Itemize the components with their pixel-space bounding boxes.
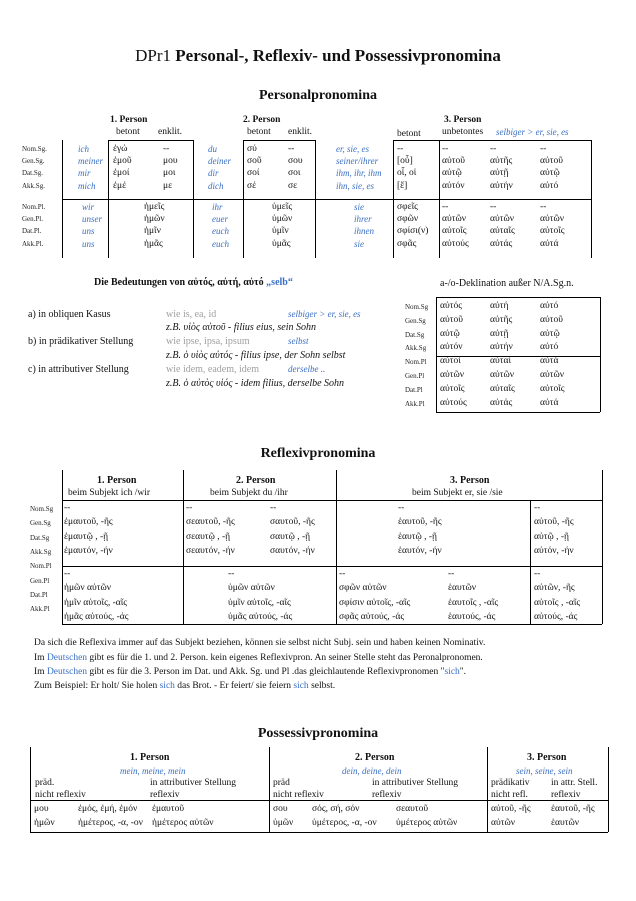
poss-p3-de: sein, seine, sein — [516, 766, 573, 776]
greek-cell: σφῶν αὐτῶν — [339, 583, 387, 594]
autos-a-example: z.B. υἱὸς αὐτοῦ - filius eius, sein Sohn — [166, 322, 316, 333]
greek-cell: αὐτήν — [490, 180, 513, 191]
poss-p2-header: 2. Person — [355, 752, 395, 763]
poss-p1-nicht: nicht reflexiv — [35, 790, 86, 800]
german-cell: ihm, ihr, ihm — [336, 168, 382, 179]
greek-cell: -- — [398, 503, 405, 513]
row-label: Akk.Sg — [30, 547, 52, 556]
greek-cell: ἡμεῖς — [144, 202, 165, 212]
personal-p2-header: 2. Person — [243, 115, 281, 125]
greek-cell: αὐταῖς — [490, 383, 515, 394]
greek-cell: αὐτόν — [442, 180, 465, 191]
greek-cell: αὑτούς, -άς — [534, 611, 578, 622]
row-label: Gen.Pl. — [22, 215, 43, 224]
row-label: Dat.Sg. — [22, 169, 43, 178]
greek-cell: ἑαυτοῖς , -αῖς — [448, 597, 499, 608]
german-cell: sie — [354, 238, 364, 249]
greek-cell: αὐταῖς — [490, 226, 515, 237]
greek-cell: οἷ, οἱ — [397, 168, 417, 179]
refl-p1-sub: beim Subjekt ich /wir — [68, 488, 151, 498]
greek-cell: -- — [64, 569, 71, 579]
german-cell: ihr — [212, 202, 223, 212]
refl-note-2-a: Im — [34, 653, 47, 663]
greek-cell: σαυτῷ , -ῇ — [270, 531, 311, 542]
greek-cell: ἑαυτόν, -ήν — [398, 545, 442, 556]
greek-cell: ἑαυτοῦ, -ῆς — [551, 804, 595, 814]
greek-cell: αὑτόν, -ήν — [534, 545, 574, 556]
p3-betont-label: betont — [397, 129, 421, 139]
reflexive-heading: Reflexivpronomina — [260, 446, 376, 461]
row-label: Dat.Pl — [405, 385, 423, 394]
greek-cell: σός, σή, σόν — [312, 804, 360, 814]
greek-cell: αὐτοῖς — [540, 383, 565, 394]
refl-note-2-b: Deutschen — [46, 653, 88, 663]
personal-heading: Personalpronomina — [259, 88, 377, 103]
greek-cell: αὐτάς — [490, 238, 513, 249]
rule — [436, 297, 437, 412]
rule — [62, 624, 602, 625]
rule — [269, 747, 270, 832]
row-label: Dat.Pl — [30, 590, 48, 599]
poss-p3-header: 3. Person — [527, 752, 567, 763]
poss-p1-refl: reflexiv — [150, 790, 180, 800]
greek-cell: ὑμέτερος, -α, -ον — [312, 818, 377, 828]
greek-cell: αὐτῶν — [540, 214, 565, 225]
greek-cell: ἐμαυτοῦ — [152, 804, 185, 814]
german-cell: unser — [82, 214, 102, 225]
greek-cell: αὐτῷ — [440, 328, 460, 339]
greek-cell: ἐγώ — [113, 144, 128, 154]
greek-cell: σφᾶς — [397, 238, 417, 249]
p1-enklit-label: enklit. — [158, 127, 183, 137]
greek-cell: -- — [490, 144, 497, 154]
p2-enklit-label: enklit. — [288, 127, 313, 137]
greek-cell: σύ — [247, 144, 257, 154]
greek-cell: ἡμέτερος, -α, -ον — [78, 818, 143, 828]
poss-p1-praed: präd. — [35, 778, 55, 788]
greek-cell: ἐμοί — [113, 168, 130, 179]
refl-note-3-a: Im — [34, 667, 47, 677]
greek-cell: ἡμέτερος αὐτῶν — [152, 818, 214, 828]
greek-cell: σεαυτοῦ, -ῆς — [186, 517, 235, 528]
poss-p3-nicht: nicht refl. — [491, 790, 528, 800]
decl-note: a-/o-Deklination außer N/A.Sg.n. — [440, 278, 574, 289]
greek-cell: -- — [339, 569, 346, 579]
poss-p3-attr: in attr. Stell. — [551, 778, 598, 788]
greek-cell: σφᾶς αὐτούς, -άς — [339, 611, 405, 622]
row-label: Gen.Pl — [405, 372, 425, 380]
greek-cell: ἑαυτῷ , -ῇ — [398, 531, 437, 542]
greek-cell: αὐτοῦ, -ῆς — [491, 804, 531, 814]
greek-cell: ἐμαυτοῦ, -ῆς — [64, 517, 113, 528]
german-cell: euer — [212, 214, 228, 225]
german-cell: seiner/ihrer — [336, 156, 379, 167]
refl-note-3-d: sich — [444, 667, 460, 677]
greek-cell: σοι — [288, 168, 301, 179]
title-prefix: DPr1 — [135, 46, 172, 65]
greek-cell: ἡμᾶς — [144, 238, 163, 249]
row-label: Nom.Sg — [30, 505, 54, 513]
greek-cell: [οὗ] — [397, 156, 413, 167]
rule — [62, 199, 591, 200]
autos-a-meaning: selbiger > er, sie, es — [288, 309, 361, 319]
greek-cell: -- — [270, 503, 277, 513]
row-label: Dat.Sg — [30, 533, 50, 542]
greek-cell: -- — [64, 503, 71, 513]
refl-note-4-c: das Brot. - Er feiert/ sie feiern — [174, 681, 294, 691]
german-cell: ihn, sie, es — [336, 180, 374, 191]
greek-cell: αὑτῶν, -ῆς — [534, 583, 575, 594]
rule — [602, 470, 603, 624]
rule — [608, 747, 609, 832]
poss-p2-de: dein, deine, dein — [342, 766, 402, 776]
greek-cell: αὐταί — [490, 356, 512, 367]
german-cell: ihnen — [354, 226, 374, 237]
rule — [243, 140, 315, 141]
greek-cell: ἡμῖν αὐτοῖς, -αῖς — [64, 597, 128, 608]
greek-cell: αὐτῷ — [540, 168, 560, 179]
greek-cell: -- — [288, 144, 295, 154]
greek-cell: -- — [442, 202, 449, 212]
autos-c-label: c) in attributiver Stellung — [28, 364, 129, 375]
german-cell: euch — [212, 238, 229, 249]
greek-cell: αὐτῶν — [442, 214, 467, 225]
possessive-heading: Possessivpronomina — [257, 726, 379, 741]
greek-cell: σφίσιν αὐτοῖς, -αῖς — [339, 597, 411, 608]
refl-p1-header: 1. Person — [97, 475, 137, 486]
greek-cell: αὐτά — [540, 397, 559, 408]
poss-p1-attr: in attributiver Stellung — [150, 778, 237, 788]
german-cell: sie — [354, 202, 364, 212]
refl-note-4-a: Zum Beispiel: Er holt/ Sie holen — [34, 681, 160, 691]
greek-cell: ἐμέ — [113, 180, 127, 191]
greek-cell: ἑαυτούς, -άς — [448, 611, 496, 622]
german-cell: dir — [208, 168, 219, 179]
greek-cell: ὑμῖν αὐτοῖς, -αῖς — [228, 597, 291, 608]
greek-cell: -- — [534, 569, 541, 579]
greek-cell: αὐτοῖς — [540, 226, 565, 237]
greek-cell: ἐμός, ἐμή, ἐμόν — [78, 804, 138, 814]
refl-p3-sub: beim Subjekt er, sie /sie — [412, 488, 503, 498]
rule — [30, 800, 608, 801]
row-label: Gen.Sg. — [22, 157, 45, 166]
greek-cell: αὐτῶν — [490, 214, 515, 225]
greek-cell: -- — [540, 202, 547, 212]
greek-cell: μοι — [163, 168, 176, 179]
row-label: Gen.Sg — [405, 316, 426, 325]
greek-cell: ὑμᾶς αὐτούς, -άς — [228, 611, 293, 622]
greek-cell: -- — [186, 503, 193, 513]
refl-p2-sub: beim Subjekt du /ihr — [210, 488, 288, 498]
greek-cell: ἑαυτοῦ, -ῆς — [398, 517, 442, 528]
poss-p2-refl: reflexiv — [372, 790, 402, 800]
greek-cell: ἡμῶν — [34, 818, 55, 828]
rule — [530, 500, 531, 624]
greek-cell: αὐτοῦ — [540, 314, 563, 325]
greek-cell: αὐτός — [440, 301, 463, 311]
personal-p1-header: 1. Person — [110, 115, 148, 125]
greek-cell: ὑμεῖς — [272, 202, 293, 212]
greek-cell: αὐτοί — [440, 356, 461, 367]
row-label: Nom.Pl. — [22, 203, 46, 211]
refl-note-3 — [34, 667, 466, 677]
greek-cell: -- — [163, 144, 170, 154]
greek-cell: αὐτῆς — [490, 156, 513, 167]
greek-cell: -- — [442, 144, 449, 154]
poss-p2-praed: präd — [273, 778, 290, 788]
rule — [393, 140, 591, 141]
greek-cell: σεαυτόν, -ήν — [186, 545, 235, 556]
rule — [62, 566, 602, 567]
greek-cell: αὑτῷ , -ῇ — [534, 531, 570, 542]
rule — [62, 500, 602, 501]
row-label: Dat.Sg — [405, 330, 425, 339]
german-cell: dich — [208, 180, 224, 191]
greek-cell: ἡμῶν — [144, 214, 165, 225]
refl-note-3-e: ". — [459, 667, 467, 677]
greek-cell: αὐτό — [540, 180, 559, 191]
greek-cell: αὐτῶν — [440, 370, 465, 380]
poss-p2-attr: in attributiver Stellung — [372, 778, 459, 788]
p1-betont-label: betont — [116, 127, 140, 137]
greek-cell: σεαυτοῦ — [396, 804, 429, 814]
poss-p2-nicht: nicht reflexiv — [273, 790, 324, 800]
greek-cell: ἡμῶν αὐτῶν — [64, 583, 112, 594]
rule — [436, 412, 600, 413]
greek-cell: αὐτούς — [440, 397, 467, 408]
greek-cell: αὐτοῖς — [440, 383, 465, 394]
greek-cell: ἑαυτῶν — [551, 818, 580, 828]
rule — [336, 470, 337, 624]
greek-cell: σαυτοῦ, -ῆς — [270, 517, 315, 528]
german-cell: euch — [212, 226, 229, 237]
greek-cell: σου — [273, 804, 288, 814]
greek-cell: -- — [534, 503, 541, 513]
refl-note-3-b: Deutschen — [46, 667, 88, 677]
greek-cell: αὐτήν — [490, 342, 513, 353]
rule — [487, 747, 488, 832]
p3-unbetont-label: unbetontes — [442, 127, 484, 137]
greek-cell: ἡμῖν — [144, 226, 161, 237]
row-label: Akk.Pl. — [22, 239, 44, 248]
refl-p3-header: 3. Person — [450, 475, 490, 486]
german-cell: deiner — [208, 156, 231, 167]
greek-cell: ἡμᾶς αὐτούς, -άς — [64, 611, 129, 622]
greek-cell: σου — [288, 156, 303, 167]
greek-cell: αὐτῷ — [540, 328, 560, 339]
poss-p1-de: mein, meine, mein — [120, 766, 186, 776]
greek-cell: ἐμοῦ — [113, 156, 132, 167]
row-label: Akk.Pl — [405, 399, 425, 408]
poss-p3-refl: reflexiv — [551, 790, 581, 800]
greek-cell: ἑαυτῶν — [448, 583, 477, 594]
refl-note-4-d: sich — [293, 681, 309, 691]
autos-b-meaning: selbst — [288, 336, 309, 346]
greek-cell: -- — [228, 569, 235, 579]
row-label: Akk.Pl — [30, 605, 50, 614]
greek-cell: σέ — [247, 180, 257, 191]
autos-heading-text: Die Bedeutungen von αὐτός, αὐτή, αὐτό — [94, 277, 264, 288]
greek-cell: αὐτοῦ — [442, 156, 465, 167]
autos-c-example: z.B. ὁ αὐτὸς υἱός - idem filius, derselbe Sohn — [166, 378, 345, 389]
row-label: Nom.Pl — [30, 562, 52, 571]
german-cell: uns — [82, 238, 95, 249]
poss-p1-header: 1. Person — [130, 752, 170, 763]
row-label: Akk.Sg — [405, 344, 427, 353]
greek-cell: -- — [448, 569, 455, 579]
greek-cell: αὐτά — [540, 356, 559, 367]
row-label: Gen.Sg — [30, 519, 51, 528]
greek-cell: αὐτῇ — [490, 328, 509, 339]
row-label: Dat.Pl. — [22, 227, 42, 236]
greek-cell: αὐτούς — [442, 238, 469, 249]
rule — [62, 470, 63, 624]
greek-cell: αὐτά — [540, 238, 559, 249]
greek-cell: αὐτῷ — [442, 168, 462, 179]
german-cell: meiner — [78, 156, 103, 167]
autos-a-label: a) in obliquen Kasus — [28, 309, 111, 320]
refl-note-3-c: gibt es für die 3. Person im Dat. und Akk. Sg. und Pl .das gleichlautende Reflexivpronomen " — [87, 667, 445, 677]
greek-cell: αὐτῆς — [490, 314, 513, 325]
greek-cell: ὑμῶν — [272, 214, 293, 225]
greek-cell: ἐμαυτῷ , -ῇ — [64, 531, 109, 542]
greek-cell: αὑτοῖς , -αῖς — [534, 597, 581, 608]
rule — [591, 140, 592, 258]
refl-note-4 — [34, 681, 335, 691]
greek-cell: ὑμέτερος αὐτῶν — [396, 818, 458, 828]
greek-cell: μου — [163, 156, 178, 167]
refl-note-2-c: gibt es für die 1. und 2. Person. kein eigenes Reflexivpron. An seiner Stelle steht das Peronalpronomen. — [87, 653, 483, 663]
row-label: Nom.Sg — [405, 303, 429, 311]
autos-heading-quote: „selb“ — [266, 277, 293, 288]
greek-cell: -- — [540, 144, 547, 154]
rule — [600, 297, 601, 412]
german-cell: er, sie, es — [336, 144, 369, 154]
greek-cell: αὐτῶν — [490, 370, 515, 380]
autos-heading — [94, 277, 293, 288]
refl-note-4-e: selbst. — [308, 681, 336, 691]
greek-cell: μου — [34, 804, 49, 814]
greek-cell: ὑμῶν — [273, 818, 294, 828]
refl-p2-header: 2. Person — [236, 475, 276, 486]
rule — [30, 747, 31, 832]
autos-c-meaning: derselbe .. — [288, 364, 326, 374]
greek-cell: αὐτοῖς — [442, 226, 467, 237]
autos-b-label: b) in prädikativer Stellung — [28, 336, 134, 347]
greek-cell: σεαυτῷ , -ῇ — [186, 531, 231, 542]
greek-cell: -- — [397, 144, 404, 154]
personal-p3-header: 3. Person — [444, 115, 482, 125]
german-cell: du — [208, 144, 217, 154]
refl-note-1: Da sich die Reflexiva immer auf das Subjekt beziehen, können sie selbst nicht Subj. sein und haben keinen Nominativ. — [34, 638, 486, 648]
p3-selbiger-label: selbiger > er, sie, es — [496, 127, 569, 137]
greek-cell: [ἕ] — [397, 180, 408, 191]
poss-p3-praed: prädikativ — [491, 778, 530, 788]
greek-cell: αὑτοῦ, -ῆς — [534, 517, 574, 528]
rule — [436, 297, 600, 298]
greek-cell: αὐτῶν — [491, 818, 516, 828]
greek-cell: σφίσι(ν) — [397, 226, 429, 237]
autos-b-latin: wie ipse, ipsa, ipsum — [166, 336, 250, 347]
greek-cell: αὐτό — [540, 301, 559, 311]
row-label: Gen.Pl — [30, 576, 50, 585]
greek-cell: ὑμῶν αὐτῶν — [228, 583, 275, 594]
rule — [183, 470, 184, 624]
refl-note-2 — [34, 653, 483, 663]
german-cell: ich — [78, 144, 89, 154]
greek-cell: σοῦ — [247, 156, 262, 167]
greek-cell: ὑμῖν — [272, 226, 289, 237]
row-label: Akk.Sg. — [22, 181, 45, 190]
autos-b-example: z.B. ὁ υἱὸς αὐτός - filius ipse, der Sohn selbst — [166, 350, 346, 361]
greek-cell: ὑμᾶς — [272, 238, 291, 249]
row-label: Nom.Sg. — [22, 145, 47, 153]
greek-cell: αὐτοῦ — [540, 156, 563, 167]
greek-cell: αὐτή — [490, 301, 509, 311]
page-title — [0, 46, 636, 66]
greek-cell: αὐτόν — [440, 342, 463, 353]
autos-a-latin: wie is, ea, id — [166, 309, 217, 320]
greek-cell: αὐτοῦ — [440, 314, 463, 325]
row-label: Nom.Pl — [405, 358, 427, 367]
german-cell: mir — [78, 168, 91, 179]
rule — [30, 832, 608, 833]
greek-cell: -- — [490, 202, 497, 212]
greek-cell: σε — [288, 180, 298, 191]
german-cell: mich — [78, 180, 96, 191]
p2-betont-label: betont — [247, 127, 271, 137]
refl-note-4-b: sich — [159, 681, 175, 691]
greek-cell: σφῶν — [397, 214, 419, 225]
german-cell: wir — [82, 202, 95, 212]
greek-cell: αὐτῶν — [540, 370, 565, 380]
title-main: Personal-, Reflexiv- und Possessivpronomina — [175, 46, 501, 65]
greek-cell: αὐτάς — [490, 397, 513, 408]
autos-c-latin: wie idem, eadem, idem — [166, 364, 260, 375]
greek-cell: σοί — [247, 168, 260, 179]
greek-cell: αὐτό — [540, 342, 559, 353]
greek-cell: σαυτόν, -ήν — [270, 545, 315, 556]
greek-cell: ἐμαυτόν, -ήν — [64, 545, 113, 556]
rule — [108, 140, 193, 141]
german-cell: ihrer — [354, 214, 372, 225]
german-cell: uns — [82, 226, 95, 237]
greek-cell: σφεῖς — [397, 202, 418, 212]
greek-cell: αὐτῇ — [490, 168, 509, 179]
greek-cell: με — [163, 180, 173, 191]
